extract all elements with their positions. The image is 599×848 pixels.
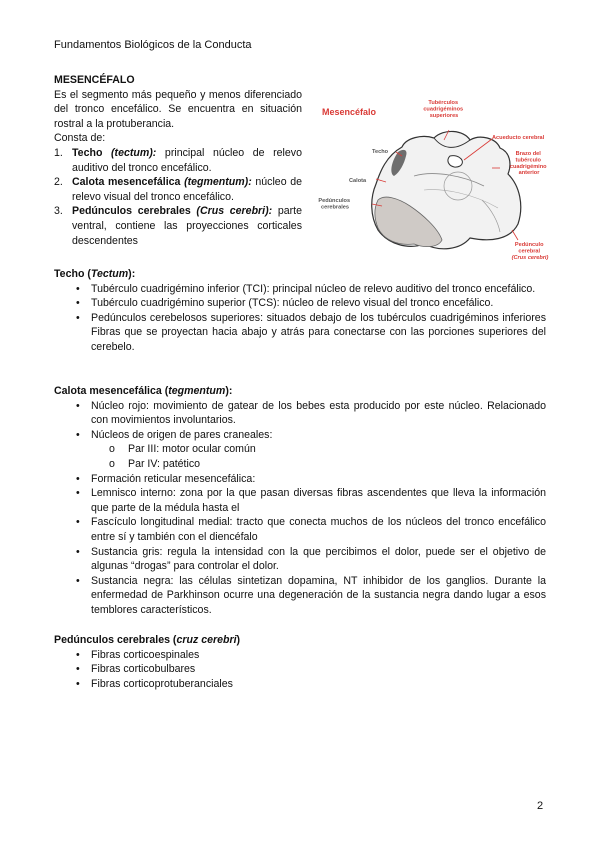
label-acueducto: Acueducto cerebral: [492, 135, 545, 141]
sub-list-item: o Par III: motor ocular común: [109, 443, 256, 456]
sub-list-item: o Par IV: patético: [109, 457, 201, 470]
section-techo: [54, 267, 546, 355]
label-pedunculo: Pedúnculo cerebral (Crus cerebri): [511, 242, 549, 261]
figure-title: Mesencéfalo: [322, 107, 377, 117]
list-item: • Fibras corticobulbares: [54, 662, 546, 677]
section-title-calota: Calota mesencefálica (tegmentum):: [54, 385, 233, 397]
latin-term: (Crus cerebri):: [196, 205, 273, 218]
list-item: • Tubérculo cuadrigémino superior (TCS): núcleo de relevo visual del tronco encefálico.: [54, 296, 546, 311]
list-item: • Sustancia gris: regula la intensidad con la que percibimos el dolor, puede ser el objetivo de algunas “drogas” para controlar el dolor.: [54, 545, 546, 574]
list-number: 2.: [54, 176, 63, 189]
item-text: parte ventral, contiene las proyecciones corticales descendentes: [72, 205, 302, 247]
term: Pedúnculos cerebrales: [72, 205, 191, 218]
list-item: [54, 175, 302, 204]
numbered-list: [54, 146, 302, 248]
label-brazo: Brazo del tubérculo cuadrigémino anterior: [509, 151, 547, 177]
section-title-techo: Techo (Tectum):: [54, 268, 136, 280]
term: Calota mesencefálica: [72, 176, 181, 189]
consta-label: Consta de:: [54, 132, 106, 145]
list-item: • Fascículo longitudinal medial: tracto que conecta muchos de los núcleos del tronco encefálico entre sí y también con el diencéfalo: [54, 515, 546, 544]
list-item: [54, 428, 546, 472]
list-item: [54, 204, 302, 248]
list-item: • Lemnisco interno: zona por la que pasan diversas fibras ascendentes que lleva la información que parte de la médula hasta el: [54, 486, 546, 515]
latin-term: (tectum):: [111, 146, 157, 159]
list-item: • Pedúnculos cerebelosos superiores: situados debajo de los tubérculos cuadrigéminos inferiores Fibras que se proyectan hacia abajo y atrás para conectarse con las porciones superiores del cerebelo.: [54, 311, 546, 355]
item-text: Núcleos de origen de pares craneales:: [91, 428, 273, 441]
running-header: Fundamentos Biológicos de la Conducta: [54, 39, 252, 51]
section-calota: [54, 384, 546, 618]
sub-marker: o: [109, 443, 115, 456]
term: Techo: [72, 146, 103, 159]
midbrain-figure: [314, 90, 559, 275]
section-title-pedunculos: Pedúnculos cerebrales (cruz cerebri): [54, 634, 241, 646]
list-item: • Tubérculo cuadrigémino inferior (TCI): principal núcleo de relevo auditivo del tronco encefálico.: [54, 282, 546, 297]
item-text: principal núcleo de relevo auditivo del tronco encefálico.: [72, 146, 302, 174]
list-number: 3.: [54, 205, 63, 218]
label-tuberculos: Tubérculos cuadrigéminos superiores: [423, 100, 464, 119]
label-calota: Calota: [349, 178, 367, 184]
list-item: • Núcleo rojo: movimiento de gatear de los bebes esta producido por este núcleo. Relacionado con movimientos involuntarios.: [54, 399, 546, 428]
list-item: • Sustancia negra: las células sintetizan dopamina, NT inhibidor de los ganglios. Durante la enfermedad de Parkhinson ocurre una degeneración de la sustancia negra dando lugar a esos temblores característicos.: [54, 574, 546, 618]
list-number: 1.: [54, 146, 63, 159]
aqueduct-shape: [448, 156, 462, 167]
list-item: [54, 146, 302, 175]
list-item: • Fibras corticoprotuberanciales: [54, 677, 546, 692]
label-techo: Techo: [372, 149, 389, 155]
midbrain-diagram: [314, 90, 559, 275]
page-number: 2: [537, 800, 544, 812]
bullet-list: [54, 399, 546, 618]
section-title-mesencefalo: MESENCÉFALO: [54, 74, 135, 86]
intro-paragraph: Es el segmento más pequeño y menos diferenciado del tronco encefálico. Se encuentra en situación rostral a la protuberancia.: [54, 88, 302, 130]
list-item: • Formación reticular mesencefálica:: [54, 472, 546, 487]
item-text: núcleo de relevo visual del tronco encefálico.: [72, 176, 302, 203]
list-item: • Fibras corticoespinales: [54, 648, 546, 663]
bullet-list: [54, 648, 546, 692]
sub-marker: o: [109, 457, 115, 470]
bullet-list: [54, 282, 546, 355]
sub-list: [91, 442, 546, 471]
intro-block: [54, 73, 302, 248]
latin-term: (tegmentum):: [184, 176, 252, 189]
label-pedunculos: Pedúnculos cerebrales: [318, 198, 351, 211]
section-pedunculos: [54, 633, 546, 691]
